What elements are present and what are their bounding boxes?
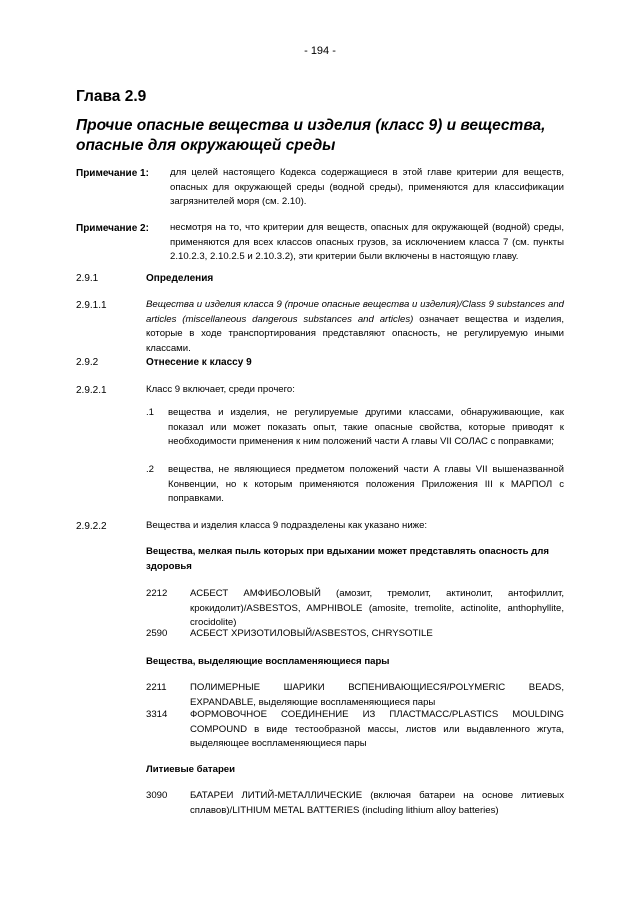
note-1-text: для целей настоящего Кодекса содержащиеся в этой главе критерии для веществ, опасных для окружающей среды (водной среды), применяются для классификации загрязнителей моря (см. 2.10).: [170, 167, 564, 208]
group-title-lithium-batteries: Литиевые батареи: [146, 764, 236, 775]
section-number-2-9-2-2: 2.9.2.2: [76, 521, 107, 532]
un-number-2590: 2590: [146, 628, 168, 639]
note-2-text: несмотря на то, что критерии для веществ, опасных для окружающей (водной) среды, применяются для всех классов опасных грузов, за исключением класса 7 (см. пункты 2.10.2.3, 2.10.2.5 и 2.10.3.2), эти критерии были включены в настоящую главу.: [170, 222, 564, 263]
entry-name-2590: АСБЕСТ ХРИЗОТИЛОВЫЙ/ASBESTOS, CHRYSOTILE: [190, 628, 433, 639]
chapter-title: Прочие опасные вещества и изделия (класс 9) и вещества, опасные для окружающей среды: [76, 117, 546, 154]
un-number-3090: 3090: [146, 790, 168, 801]
section-number-2-9-1: 2.9.1: [76, 273, 99, 284]
group-title-dust: Вещества, мелкая пыль которых при вдыхании может представлять опасность для здоровья: [146, 546, 549, 572]
class-9-includes: Класс 9 включает, среди прочего:: [146, 384, 295, 395]
section-number-2-9-1-1: 2.9.1.1: [76, 300, 107, 311]
page-number: - 194 -: [304, 45, 336, 57]
section-number-2-9-2-1: 2.9.2.1: [76, 385, 107, 396]
entry-name-3090: БАТАРЕИ ЛИТИЙ-МЕТАЛЛИЧЕСКИЕ (включая батареи на основе литиевых сплавов)/LITHIUM METAL BATTERIES (including lithium alloy batteries): [190, 790, 564, 816]
entry-name-3314: ФОРМОВОЧНОЕ СОЕДИНЕНИЕ ИЗ ПЛАСТМАСС/PLASTICS MOULDING COMPOUND в виде тестообразной массы, листов или выдавленного жгута, выделяющее воспламеняющиеся пары: [190, 709, 564, 750]
section-number-2-9-2: 2.9.2: [76, 357, 99, 368]
definition-text: означает вещества и изделия, которые в ходе транспортирования представляют опасность, не регулируемую иными классами.: [146, 313, 564, 354]
definition-term: Вещества и изделия класса 9 (прочие опасные вещества и изделия)/Class 9 substances and articles (miscellaneous dangerous substances and articles): [146, 299, 564, 325]
entry-name-2212: АСБЕСТ АМФИБОЛОВЫЙ (амозит, тремолит, актинолит, антофиллит, крокидолит)/ASBESTOS, AMPHIBOLE (amosite, tremolite, actinolite, anthophyllite, crocidolite): [190, 588, 564, 629]
group-title-flammable-vapours: Вещества, выделяющие воспламеняющиеся пары: [146, 656, 390, 667]
section-title-classification: Отнесение к классу 9: [146, 357, 252, 368]
note-2-label: Примечание 2:: [76, 223, 149, 234]
list-item-2-text: вещества, не являющиеся предметом положений части А главы VII вышеназванной Конвенции, но к которым применяются положения Приложения III к МАРПОЛ с поправками.: [168, 464, 564, 505]
chapter-heading: Глава 2.9: [76, 88, 147, 105]
subdivision-intro: Вещества и изделия класса 9 подразделены как указано ниже:: [146, 520, 428, 531]
list-item-1-number: .1: [146, 407, 155, 418]
list-item-2-number: .2: [146, 464, 155, 475]
entry-name-2211: ПОЛИМЕРНЫЕ ШАРИКИ ВСПЕНИВАЮЩИЕСЯ/POLYMERIC BEADS, EXPANDABLE, выделяющие воспламеняющиеся пары: [190, 682, 564, 708]
section-title-definitions: Определения: [146, 273, 214, 284]
un-number-2211: 2211: [146, 682, 167, 693]
definition-paragraph: [146, 298, 564, 356]
note-1-label: Примечание 1:: [76, 168, 149, 179]
un-number-2212: 2212: [146, 588, 168, 599]
list-item-1-text: вещества и изделия, не регулируемые другими классами, обнаруживающие, как показал или может показать опыт, такие опасные свойства, которые приводят к необходимости применения к ним положений части А главы VII СОЛАС с поправками;: [168, 407, 564, 448]
un-number-3314: 3314: [146, 709, 168, 720]
